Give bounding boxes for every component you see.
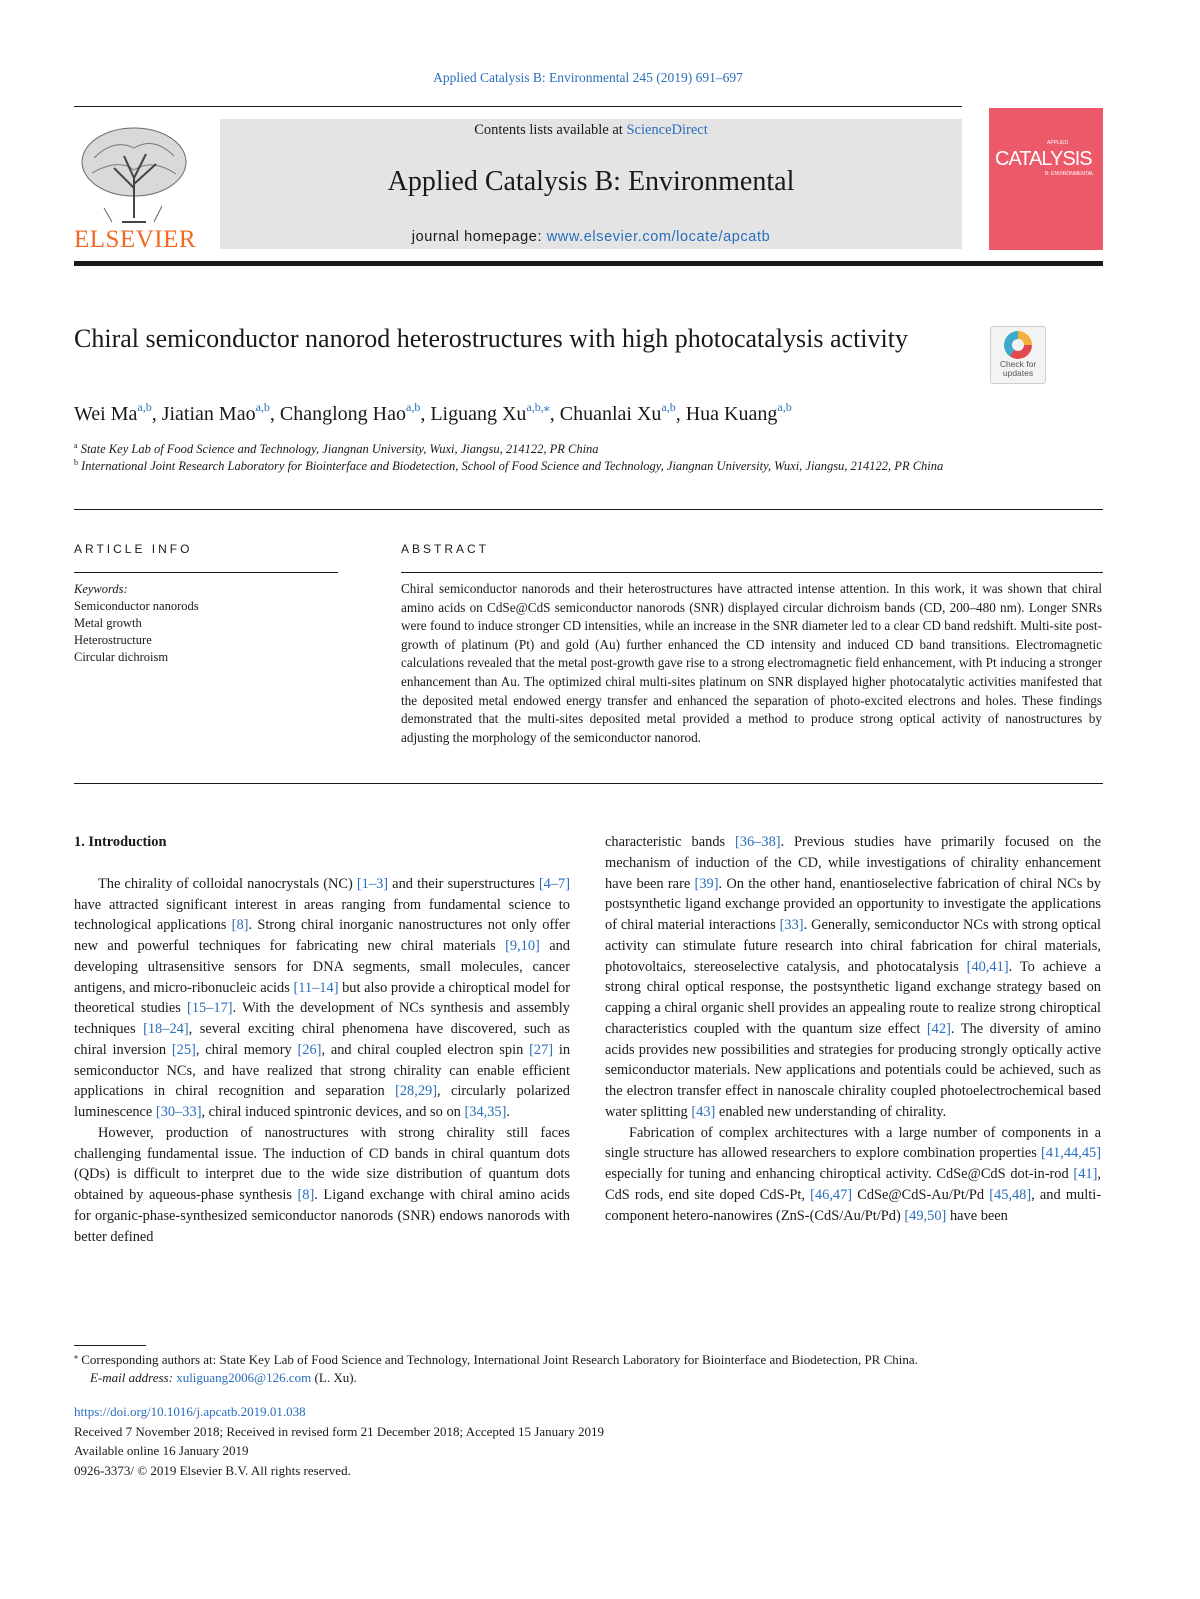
header-bottom-rule bbox=[74, 261, 1103, 266]
paragraph-text: , CdS rods, end site doped CdS-Pt, bbox=[605, 1166, 1101, 1203]
paragraph-text: . Strong chiral inorganic nanostructures not only offer new and powerful techniques for fabricating new chiral materials bbox=[74, 917, 570, 954]
author-name[interactable]: Changlong Hao bbox=[279, 403, 406, 425]
citation-link[interactable]: [9,10] bbox=[505, 938, 540, 954]
publication-info bbox=[74, 1402, 604, 1480]
cover-applied-text: APPLIED bbox=[1047, 140, 1069, 146]
affiliation-mark: b bbox=[74, 458, 78, 467]
cover-catalysis-text: CATALYSIS bbox=[995, 148, 1092, 170]
keyword-item: Metal growth bbox=[74, 616, 142, 630]
citation-link[interactable]: [40,41] bbox=[966, 958, 1009, 975]
paragraph-text: but also provide a chiroptical model for theoretical studies bbox=[74, 979, 570, 1017]
copyright-line: 0926-3373/ © 2019 Elsevier B.V. All rights reserved. bbox=[74, 1462, 351, 1478]
citation-link[interactable]: [4–7] bbox=[538, 875, 570, 892]
body-paragraph bbox=[74, 874, 570, 1123]
body-column-left bbox=[74, 832, 570, 1247]
author-affiliation-mark[interactable]: a,b bbox=[661, 400, 676, 414]
paragraph-text: , chiral memory bbox=[195, 1041, 298, 1058]
keyword-item: Circular dichroism bbox=[74, 650, 169, 664]
doi-link[interactable]: https://doi.org/10.1016/j.apcatb.2019.01.038 bbox=[74, 1404, 306, 1419]
paragraph-text: CdSe@CdS-Au/Pt/Pd bbox=[852, 1186, 990, 1203]
abstract-heading: ABSTRACT bbox=[401, 542, 490, 556]
header-top-rule bbox=[74, 106, 962, 107]
check-updates-label: Check for updates bbox=[999, 359, 1037, 378]
abstract-text: Chiral semiconductor nanorods and their heterostructures have attracted intense attention. In this work, it was shown that chiral amino acids on CdSe@CdS semiconductor nanorods (SNR) displayed circular dichroism bands (CD, 200–480 nm). Longer SNRs were found to induce stronger CD intensities, while an increase in the SNR diameter led to a clear CD band redshift. Multi-site post-growth of platinum (Pt) and gold (Au) further enhanced the CD intensity and induced CD band transitions. Electromagnetic calculations revealed that the metal post-growth gave rise to a strong electromagnetic field enhancement, with Pt inducing a stronger enhancement than Au. The optimized chiral multi-sites platinum on SNR displayed higher photocatalytic activities manifested that the deposited metal endowed energy transfer and enhanced the separation of photo-excited electrons and holes. These findings demonstrated that the multi-sites deposited metal provided a method to produce strong optical activity of nanostructures by adjusting the morphology of the semiconductor nanorod. bbox=[401, 581, 1102, 745]
citation-link[interactable]: [45,48] bbox=[989, 1186, 1032, 1203]
citation-link[interactable]: [1–3] bbox=[356, 875, 389, 892]
available-online: Available online 16 January 2019 bbox=[74, 1443, 249, 1459]
homepage-prefix: journal homepage: bbox=[411, 229, 547, 245]
citation-link[interactable]: [18–24] bbox=[143, 1021, 189, 1037]
paragraph-text: . bbox=[506, 1104, 511, 1120]
author-name[interactable]: Chuanlai Xu bbox=[559, 403, 662, 425]
paragraph-text: enabled new understanding of chirality. bbox=[715, 1103, 947, 1120]
citation-link[interactable]: [33] bbox=[779, 917, 804, 933]
citation-link[interactable]: [42] bbox=[926, 1020, 951, 1037]
author-name[interactable]: Jiatian Mao bbox=[161, 403, 256, 425]
citation-link[interactable]: [39] bbox=[694, 875, 719, 892]
footnote-corresponding-text: Corresponding authors at: State Key Lab of Food Science and Technology, International Joint Research Laboratory for Biointerface and Biodetection, PR China. bbox=[81, 1352, 918, 1367]
abstract-bottom-rule bbox=[74, 783, 1103, 784]
author-name[interactable]: Wei Ma bbox=[74, 403, 138, 425]
affiliation-b bbox=[74, 458, 974, 475]
affiliation-a bbox=[74, 441, 974, 458]
homepage-link[interactable]: www.elsevier.com/locate/apcatb bbox=[546, 229, 771, 245]
paragraph-text: . Ligand exchange with chiral amino acids for organic-phase-synthesized semiconductor nanorods (SNR) endows nanorods with better defined bbox=[74, 1187, 570, 1245]
citation-link[interactable]: [27] bbox=[529, 1041, 554, 1058]
citation-link[interactable]: [25] bbox=[171, 1041, 196, 1058]
citation-link[interactable]: [28,29] bbox=[395, 1083, 438, 1100]
author-affiliation-mark[interactable]: a,b,⁎ bbox=[526, 400, 550, 414]
sciencedirect-link[interactable]: ScienceDirect bbox=[626, 122, 708, 138]
body-column-right bbox=[605, 832, 1101, 1226]
received-dates: Received 7 November 2018; Received in revised form 21 December 2018; Accepted 15 January 2019 bbox=[74, 1423, 604, 1439]
paragraph-text: have attracted significant interest in areas ranging from fundamental science to technological applications bbox=[74, 896, 570, 934]
check-for-updates-button[interactable] bbox=[990, 326, 1046, 384]
keywords-label: Keywords: bbox=[74, 582, 128, 596]
paragraph-text: . Generally, semiconductor NCs with strong optical activity can stimulate future research into chiral fabrication for chiral materials, photovoltaics, stereoselective catalysis, and photocatalysis bbox=[605, 917, 1101, 975]
paragraph-text: Fabrication of complex architectures with a large number of components in a single structure has allowed researchers to explore combination properties bbox=[605, 1124, 1101, 1162]
keyword-item: Heterostructure bbox=[74, 633, 152, 647]
email-label: E-mail address: bbox=[90, 1370, 177, 1385]
paragraph-text: . On the other hand, enantioselective fabrication of chiral NCs by postsynthetic ligand exchange provided an opportunity to investigate the applications of chiral material interactions bbox=[605, 875, 1102, 933]
section-heading-introduction: 1. Introduction bbox=[74, 834, 167, 850]
keyword-item: Semiconductor nanorods bbox=[74, 599, 199, 613]
article-info-rule bbox=[74, 572, 338, 573]
journal-homepage-line bbox=[220, 229, 962, 245]
author-affiliation-mark[interactable]: a,b bbox=[777, 400, 792, 414]
citation-link[interactable]: [49,50] bbox=[904, 1207, 947, 1224]
author-name[interactable]: Liguang Xu bbox=[430, 403, 527, 425]
paragraph-text: . The diversity of amino acids provides new possibilities and strategies for producing strongly optically active semiconductor materials. New applications and potentials could be achieved, such as the electron transfer effect in nanoscale chirality coupled photoelectrochemical based water splitting bbox=[605, 1020, 1101, 1120]
body-paragraph bbox=[605, 832, 1101, 1123]
paragraph-text: , chiral induced spintronic devices, and so on bbox=[201, 1104, 465, 1120]
citation-link[interactable]: [34,35] bbox=[464, 1104, 507, 1120]
paragraph-text: , and multi-component hetero-nanowires (ZnS-(CdS/Au/Pt/Pd) bbox=[605, 1186, 1101, 1224]
paragraph-text: . Previous studies have primarily focused on the mechanism of induction of the CD, while investigations of chirality enhancement have been rare bbox=[605, 834, 1101, 892]
cover-subtitle-text: B: ENVIRONMENTAL bbox=[1045, 171, 1094, 177]
paragraph-text: and developing ultrasensitive sensors for DNA segments, small molecules, cancer antigens, and micro-ribonucleic acids bbox=[74, 938, 570, 996]
paragraph-text: especially for tuning and enhancing chiroptical activity. CdSe@CdS dot-in-rod bbox=[605, 1166, 1074, 1182]
check-updates-icon bbox=[1004, 331, 1032, 359]
body-paragraph bbox=[74, 1123, 570, 1248]
contents-prefix: Contents lists available at bbox=[474, 122, 627, 138]
affiliation-text: State Key Lab of Food Science and Technology, Jiangnan University, Wuxi, Jiangsu, 214122, PR China bbox=[80, 442, 599, 456]
affiliation-mark: a bbox=[74, 441, 78, 450]
citation-link[interactable]: [41] bbox=[1073, 1166, 1098, 1182]
author-affiliation-mark[interactable]: a,b bbox=[406, 400, 421, 414]
corresponding-author-footnote bbox=[74, 1351, 1104, 1387]
citation-link[interactable]: [46,47] bbox=[810, 1186, 853, 1203]
elsevier-wordmark: ELSEVIER bbox=[74, 226, 197, 253]
paragraph-text: . With the development of NCs synthesis and assembly techniques bbox=[74, 1000, 570, 1037]
footnote-corresponding bbox=[74, 1351, 1104, 1369]
paragraph-text: and their superstructures bbox=[388, 875, 539, 892]
citation-link[interactable]: [8] bbox=[297, 1187, 315, 1203]
footnote-rule bbox=[74, 1345, 146, 1346]
affiliation-text: International Joint Research Laboratory for Biointerface and Biodetection, School of Food Science and Technology, Jiangnan University, Wuxi, Jiangsu, 214122, PR China bbox=[81, 459, 944, 473]
citation-link[interactable]: [8] bbox=[231, 917, 249, 934]
paragraph-text: have been bbox=[946, 1207, 1008, 1224]
email-suffix: (L. Xu). bbox=[311, 1370, 357, 1385]
keywords-block bbox=[74, 581, 199, 666]
email-link[interactable]: xuliguang2006@126.com bbox=[176, 1370, 312, 1385]
contents-available-line bbox=[220, 122, 962, 139]
paragraph-text: in semiconductor NCs, and have realized that strong chirality can enable efficient applications in chiral recognition and separation bbox=[74, 1041, 571, 1100]
author-name[interactable]: Hua Kuang bbox=[685, 403, 778, 425]
citation-link[interactable]: [15–17] bbox=[187, 1000, 233, 1017]
journal-cover-image[interactable] bbox=[989, 108, 1103, 250]
paragraph-text: , several exciting chiral phenomena have discovered, such as chiral inversion bbox=[74, 1021, 570, 1058]
citation-link[interactable]: [11–14] bbox=[293, 979, 339, 996]
citation-link[interactable]: [30–33] bbox=[155, 1104, 202, 1120]
article-info-heading: ARTICLE INFO bbox=[74, 542, 193, 556]
paragraph-text: However, production of nanostructures with strong chirality still faces challenging fundamental issue. The induction of CD bands in chiral quantum dots (QDs) is difficult to interpret due to the wide size distribution of quantum dots obtained by aqueous-phase synthesis bbox=[74, 1124, 570, 1203]
left-paragraphs bbox=[74, 874, 570, 1248]
body-paragraph bbox=[605, 1123, 1101, 1227]
paragraph-text: . To achieve a strong chiral optical response, the postsynthetic ligand exchange strategy based on capping a chiral organic shell provides an appealing route to realize strong chiroptical characteristics coupled with the quantum size effect bbox=[605, 958, 1101, 1037]
paragraph-text: The chirality of colloidal nanocrystals (NC) bbox=[98, 875, 357, 892]
citation-link[interactable]: [36–38] bbox=[735, 834, 781, 850]
author-affiliation-mark[interactable]: a,b bbox=[255, 400, 270, 414]
citation-link[interactable]: [41,44,45] bbox=[1041, 1145, 1101, 1162]
journal-name: Applied Catalysis B: Environmental bbox=[387, 166, 795, 197]
front-matter-rule bbox=[74, 509, 1103, 510]
abstract-rule bbox=[401, 572, 1103, 573]
footnote-mark: ⁎ bbox=[74, 1352, 78, 1361]
citation-link[interactable]: [43] bbox=[691, 1103, 716, 1120]
footnote-email-line bbox=[74, 1369, 1104, 1387]
paragraph-text: , and chiral coupled electron spin bbox=[321, 1041, 530, 1058]
author-affiliation-mark[interactable]: a,b bbox=[137, 400, 152, 414]
author-list: Wei Ma$^{a,b}$, Jiatian Mao$^{a,b}$, Changlong Hao$^{a,b}$, Liguang $Xu^{a,b,⁎}$, Chuanlai Xu$^{a,b}$, Hua Kuang$^{a,b}$ bbox=[74, 400, 792, 425]
citation-link[interactable]: [26] bbox=[297, 1041, 322, 1058]
paragraph-text: , circularly polarized luminescence bbox=[74, 1083, 570, 1120]
paragraph-text: characteristic bands bbox=[605, 834, 735, 850]
journal-citation-link[interactable]: Applied Catalysis B: Environmental 245 (2019) 691–697 bbox=[433, 70, 743, 85]
right-paragraphs bbox=[605, 832, 1101, 1226]
article-title: Chiral semiconductor nanorod heterostructures with high photocatalysis activity bbox=[74, 324, 908, 353]
